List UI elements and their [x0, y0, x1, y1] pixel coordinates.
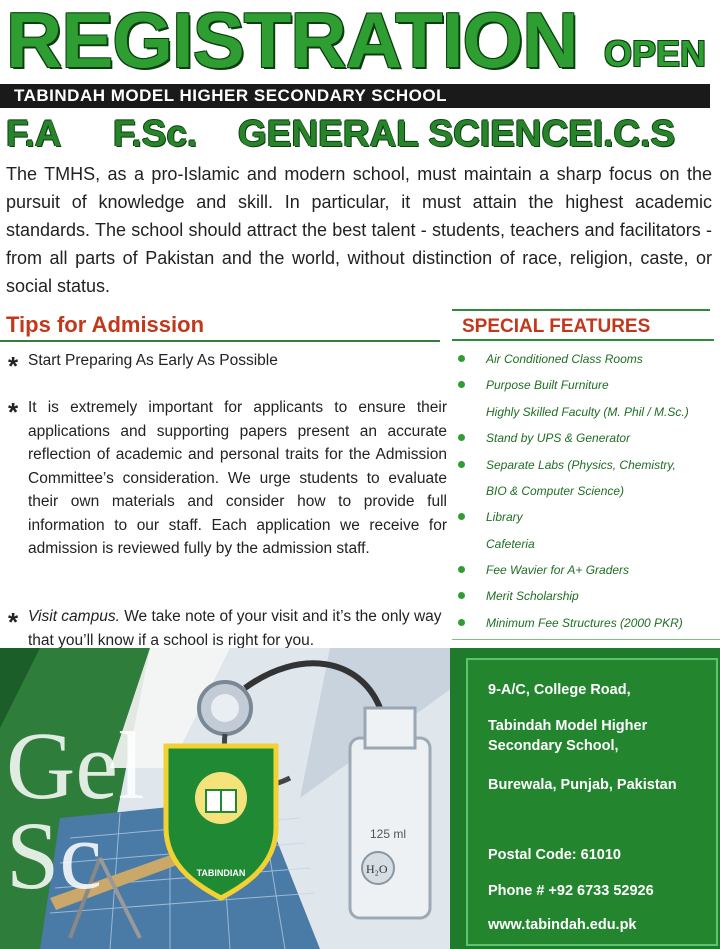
features-top-divider: [452, 309, 710, 311]
bullet-icon: [458, 381, 465, 388]
asterisk-icon: *: [8, 397, 19, 427]
tip-item: It is extremely important for applicants to ensure their applications and supporting papers present an accurate reflection of academic and personal traits for the Admission Committee’s consideration. We urge students to evaluate their own materials and consider how to provide full information to our staff. Each application we receive for admission is reviewed fully by the admission staff.: [28, 399, 447, 557]
bullet-icon: [458, 592, 465, 599]
tip-lead: Visit campus.: [28, 608, 120, 625]
tips-divider: [0, 340, 440, 342]
features-heading: SPECIAL FEATURES: [462, 316, 651, 337]
collage-big-text-1: Ge: [6, 712, 118, 819]
collage-big-text-1b: l: [118, 712, 145, 819]
feature-item: Separate Labs (Physics, Chemistry,: [486, 458, 676, 472]
feature-item: BIO & Computer Science): [486, 484, 625, 498]
bullet-icon: [458, 619, 465, 626]
address-line-3: Burewala, Punjab, Pakistan: [488, 777, 677, 793]
feature-item: Fee Wavier for A+ Graders: [486, 563, 630, 577]
feature-item: Highly Skilled Faculty (M. Phil / M.Sc.): [486, 405, 689, 419]
collage-big-text-2: Sc: [6, 802, 102, 909]
logo-text: TABINDIAN: [196, 868, 246, 878]
course-general-science: GENERAL SCIENCE: [238, 113, 593, 154]
feature-item: Merit Scholarship: [486, 589, 579, 603]
bullet-icon: [458, 434, 465, 441]
asterisk-icon: *: [8, 351, 19, 381]
intro-paragraph: The TMHS, as a pro-Islamic and modern school, must maintain a sharp focus on the pursuit of knowledge and skill. In particular, it must attain the highest academic standards. The school should attract the best talent - students, teachers and facilitators - from all parts of Pakistan and the world, without distinction of race, religion, caste, or social status.: [6, 164, 712, 296]
tip-item: [28, 605, 447, 652]
bullet-icon: [458, 461, 465, 468]
feature-item: Purpose Built Furniture: [486, 378, 609, 392]
tips-heading: Tips for Admission: [6, 312, 205, 337]
feature-item: Air Conditioned Class Rooms: [486, 352, 643, 366]
collage-illustration: [0, 648, 452, 949]
feature-item: Library: [486, 510, 523, 524]
course-ics: I.C.S: [593, 113, 676, 154]
website-link[interactable]: www.tabindah.edu.pk: [488, 917, 637, 933]
address-line-2: Tabindah Model Higher Secondary School,: [488, 718, 648, 754]
bullet-icon: [458, 566, 465, 573]
school-name: TABINDAH MODEL HIGHER SECONDARY SCHOOL: [14, 86, 448, 105]
features-divider: [452, 339, 714, 341]
postal-code: Postal Code: 61010: [488, 847, 621, 863]
course-fa: F.A: [6, 113, 62, 154]
open-label: OPEN: [604, 33, 707, 74]
feature-item: Cafeteria: [486, 537, 535, 551]
feature-item: Minimum Fee Structures (2000 PKR): [486, 616, 683, 630]
contact-frame: [466, 658, 718, 946]
tip-text: We take note of your visit and it’s the only way that you’ll know if a school is right for you.: [28, 608, 442, 649]
bullet-icon: [458, 513, 465, 520]
phone-number: Phone # +92 6733 52926: [488, 883, 654, 899]
feature-item: Stand by UPS & Generator: [486, 431, 631, 445]
registration-title: REGISTRATION: [6, 0, 578, 84]
course-fsc: F.Sc.: [113, 113, 198, 154]
address-line-1: 9-A/C, College Road,: [488, 682, 631, 698]
bottle-label: H₂O: [366, 862, 388, 876]
asterisk-icon: *: [8, 607, 19, 637]
science-collage-image: [0, 648, 452, 949]
tip-item: Start Preparing As Early As Possible: [28, 352, 278, 369]
bullet-icon: [458, 355, 465, 362]
beaker-label: 125 ml: [370, 827, 407, 841]
features-bottom-divider: [452, 639, 720, 640]
